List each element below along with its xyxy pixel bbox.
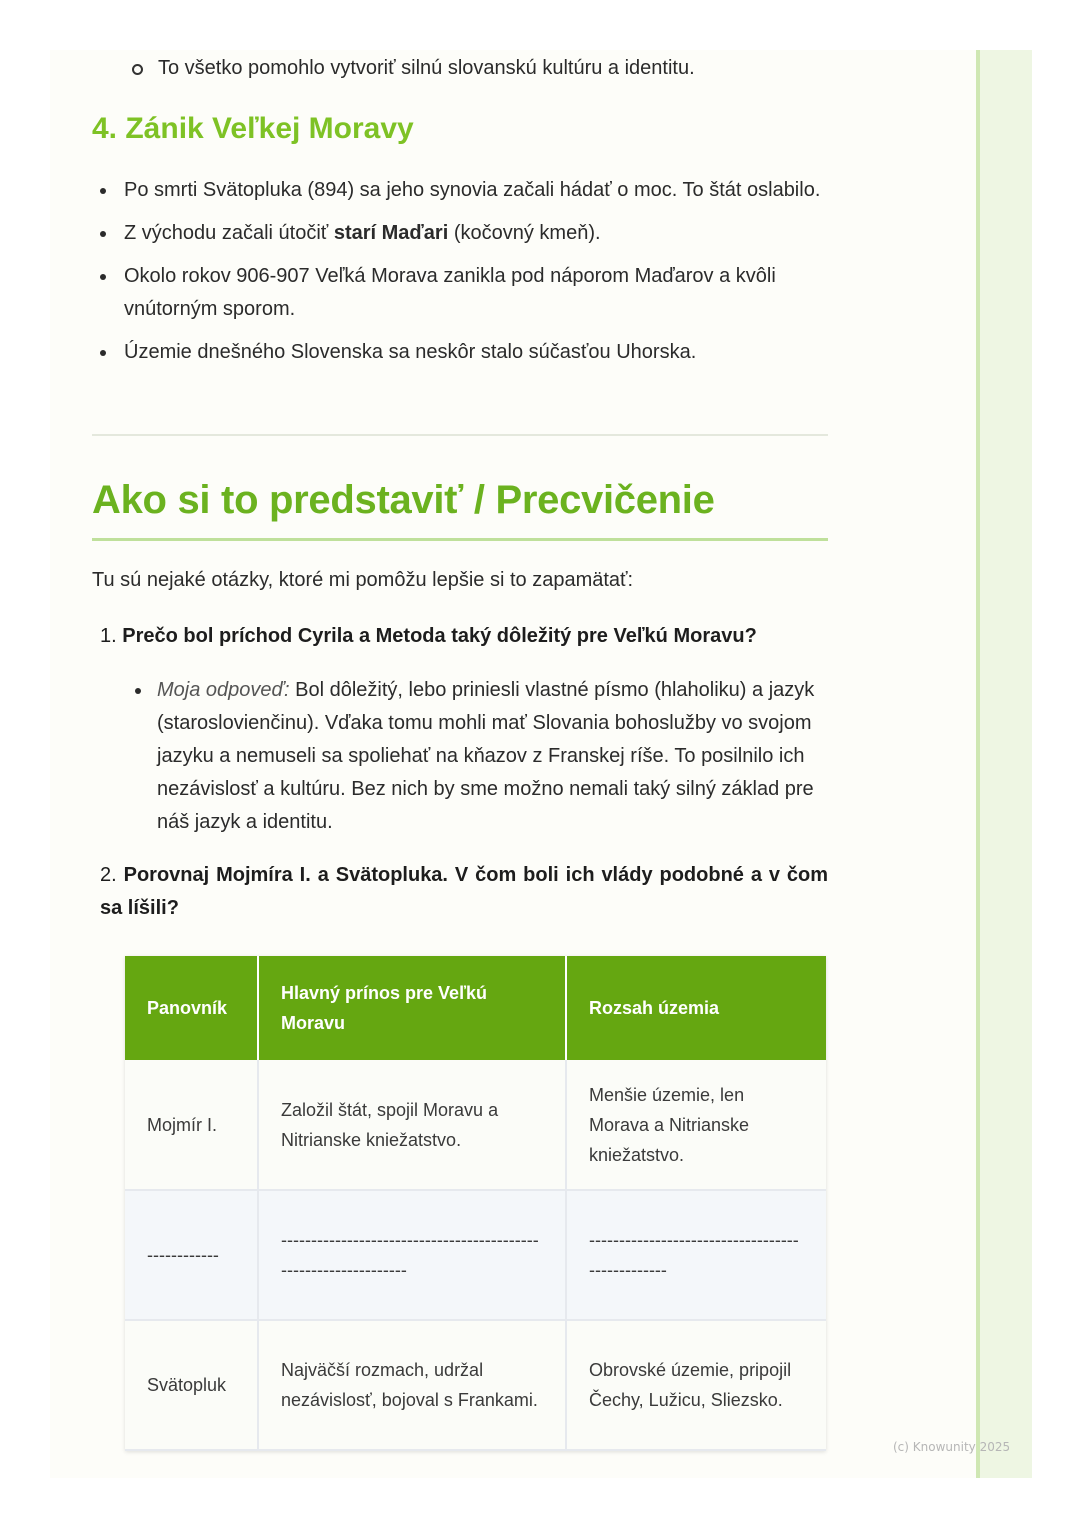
table-cell: ------------------------------------------------ bbox=[566, 1190, 826, 1320]
table-header: Panovník bbox=[125, 956, 258, 1060]
table-cell: Obrovské územie, pripojil Čechy, Lužicu, Sliezsko. bbox=[566, 1320, 826, 1450]
list-item: Po smrti Svätopluka (894) sa jeho synovia začali hádať o moc. To štát oslabilo. bbox=[124, 174, 824, 207]
copyright-text: (c) Knowunity 2025 bbox=[893, 1440, 1011, 1454]
question-text: Porovnaj Mojmíra I. a Svätopluka. V čom boli ich vlády podobné a v čom sa líšili? bbox=[100, 864, 829, 919]
table-header-row bbox=[125, 956, 826, 1060]
side-strip bbox=[976, 50, 1032, 1478]
page-heading: Ako si to predstaviť / Precvičenie bbox=[92, 478, 715, 522]
table-row bbox=[125, 1190, 826, 1320]
question-2 bbox=[100, 859, 828, 925]
table-cell: Mojmír I. bbox=[125, 1060, 258, 1190]
table-row bbox=[125, 1320, 826, 1450]
list-item: Územie dnešného Slovenska sa neskôr stalo súčasťou Uhorska. bbox=[124, 336, 824, 369]
table-row bbox=[125, 1060, 826, 1190]
bold-term: starí Maďari bbox=[333, 222, 449, 244]
question-number: 2. bbox=[100, 864, 117, 886]
list-item-text: (kočovný kmeň). bbox=[448, 222, 601, 244]
question-1 bbox=[100, 620, 828, 653]
table-header: Rozsah územia bbox=[566, 956, 826, 1060]
table-cell: ------------ bbox=[125, 1190, 258, 1320]
bullet-list bbox=[124, 174, 824, 379]
answer-label: Moja odpoveď: bbox=[157, 679, 290, 701]
divider bbox=[92, 434, 828, 436]
answer-item bbox=[157, 674, 817, 839]
section-heading: 4. Zánik Veľkej Moravy bbox=[92, 112, 414, 145]
heading-underline bbox=[92, 538, 828, 541]
question-number: 1. bbox=[100, 625, 117, 647]
table-cell: Najväčší rozmach, udržal nezávislosť, bojoval s Frankami. bbox=[258, 1320, 566, 1450]
list-item-text: Z východu začali útočiť bbox=[124, 222, 334, 244]
table-cell: Svätopluk bbox=[125, 1320, 258, 1450]
list-item: Okolo rokov 906-907 Veľká Morava zanikla pod náporom Maďarov a kvôli vnútorným sporom. bbox=[124, 260, 824, 326]
question-text: Prečo bol príchod Cyrila a Metoda taký dôležitý pre Veľkú Moravu? bbox=[122, 625, 757, 647]
table-header: Hlavný prínos pre Veľkú Moravu bbox=[258, 956, 566, 1060]
sub-list-item: To všetko pomohlo vytvoriť silnú slovanskú kultúru a identitu. bbox=[158, 52, 695, 85]
table-cell: Založil štát, spojil Moravu a Nitrianske kniežatstvo. bbox=[258, 1060, 566, 1190]
answer-text: Bol dôležitý, lebo priniesli vlastné písmo (hlaholiku) a jazyk (staroslovienčinu). Vďaka tomu mohli mať Slovania bohoslužby vo svojom jazyku a nemuseli sa spoliehať na kňazov z Franskej ríše. To posilnilo ich nezávislosť a kultúru. Bez nich by sme možno nemali taký silný základ pre náš jazyk a identitu. bbox=[157, 679, 815, 833]
intro-paragraph: Tu sú nejaké otázky, ktoré mi pomôžu lepšie si to zapamätať: bbox=[92, 569, 634, 591]
list-item bbox=[124, 217, 824, 250]
comparison-table bbox=[125, 956, 826, 1451]
table-cell: Menšie územie, len Morava a Nitrianske kniežatstvo. bbox=[566, 1060, 826, 1190]
table-cell: ---------------------------------------------------------------- bbox=[258, 1190, 566, 1320]
